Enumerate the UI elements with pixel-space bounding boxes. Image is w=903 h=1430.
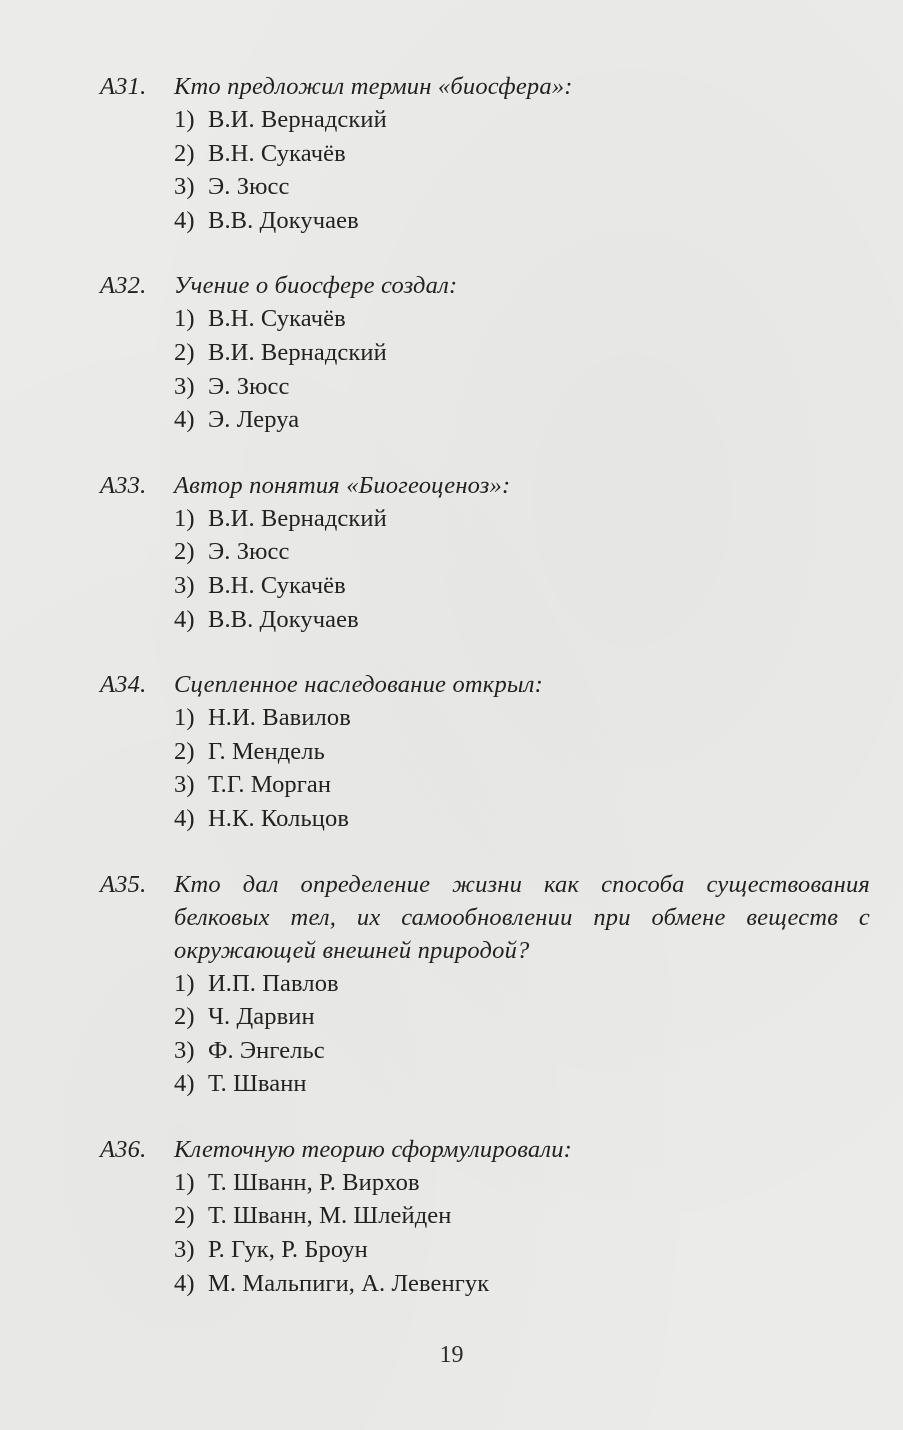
question-number: А36. bbox=[100, 1135, 147, 1163]
question-header bbox=[100, 269, 870, 302]
answer-options bbox=[100, 1166, 870, 1300]
question-spacer bbox=[100, 237, 870, 269]
question-a31 bbox=[100, 70, 870, 237]
option-number: 1) bbox=[174, 106, 195, 133]
option-number: 1) bbox=[174, 1168, 195, 1196]
option-number: 2) bbox=[174, 1202, 195, 1230]
answer-option-2 bbox=[174, 336, 870, 370]
answer-options bbox=[100, 103, 870, 237]
option-text: В.В. Докучаев bbox=[208, 206, 359, 234]
option-text: Т. Шванн, М. Шлейден bbox=[208, 1202, 452, 1230]
option-text: М. Мальпиги, А. Левенгук bbox=[208, 1269, 490, 1297]
question-a33 bbox=[100, 469, 870, 636]
option-number: 1) bbox=[174, 305, 195, 333]
answer-option-3 bbox=[174, 170, 870, 204]
answer-option-2 bbox=[174, 137, 870, 171]
question-spacer bbox=[100, 1101, 870, 1133]
option-number: 1) bbox=[174, 504, 195, 532]
question-number: А31. bbox=[100, 73, 147, 100]
question-a36 bbox=[100, 1133, 870, 1300]
question-text: Клеточную теорию сформулировали: bbox=[174, 1135, 573, 1163]
question-spacer bbox=[100, 437, 870, 469]
option-number: 2) bbox=[174, 737, 195, 765]
answer-option-2 bbox=[174, 735, 870, 769]
option-text: В.Н. Сукачёв bbox=[208, 305, 346, 333]
option-number: 4) bbox=[174, 1070, 195, 1098]
answer-options bbox=[100, 502, 870, 636]
page-number: 19 bbox=[439, 1342, 464, 1368]
answer-option-3 bbox=[174, 1034, 870, 1068]
answer-options bbox=[100, 701, 870, 835]
answer-option-3 bbox=[174, 1233, 870, 1267]
question-a34 bbox=[100, 668, 870, 835]
answer-option-3 bbox=[174, 768, 870, 802]
question-a32 bbox=[100, 269, 870, 436]
option-number: 3) bbox=[174, 571, 195, 599]
option-number: 1) bbox=[174, 704, 195, 732]
question-number: А35. bbox=[100, 870, 147, 898]
option-number: 3) bbox=[174, 372, 195, 400]
option-number: 3) bbox=[174, 1036, 195, 1064]
answer-options bbox=[100, 302, 870, 436]
answer-option-4 bbox=[174, 603, 870, 637]
answer-option-4 bbox=[174, 1067, 870, 1101]
option-number: 4) bbox=[174, 1269, 195, 1297]
answer-options bbox=[100, 967, 870, 1101]
option-number: 4) bbox=[174, 206, 195, 234]
answer-option-1 bbox=[174, 103, 870, 137]
question-header bbox=[100, 469, 870, 502]
question-text: Автор понятия «Биогеоценоз»: bbox=[174, 471, 511, 499]
question-a35 bbox=[100, 868, 870, 1101]
option-number: 4) bbox=[174, 406, 195, 434]
option-number: 3) bbox=[174, 173, 195, 201]
answer-option-2 bbox=[174, 1000, 870, 1034]
option-text: В.И. Вернадский bbox=[208, 338, 387, 366]
question-header bbox=[100, 868, 870, 967]
option-text: В.Н. Сукачёв bbox=[208, 571, 346, 599]
option-number: 3) bbox=[174, 771, 195, 799]
option-text: Н.И. Вавилов bbox=[208, 704, 351, 732]
option-number: 4) bbox=[174, 804, 195, 832]
question-spacer bbox=[100, 636, 870, 668]
question-text: Кто предложил термин «биосфера»: bbox=[174, 73, 573, 100]
answer-option-3 bbox=[174, 370, 870, 404]
question-spacer bbox=[100, 836, 870, 868]
answer-option-4 bbox=[174, 204, 870, 238]
question-header bbox=[100, 1133, 870, 1166]
answer-option-1 bbox=[174, 302, 870, 336]
questions-list bbox=[100, 70, 870, 1300]
option-text: Г. Мендель bbox=[208, 737, 325, 765]
option-number: 2) bbox=[174, 338, 195, 366]
option-text: Э. Леруа bbox=[208, 406, 300, 434]
answer-option-1 bbox=[174, 1166, 870, 1200]
question-header bbox=[100, 668, 870, 701]
option-text: В.В. Докучаев bbox=[208, 605, 359, 633]
answer-option-4 bbox=[174, 1267, 870, 1301]
option-number: 1) bbox=[174, 969, 195, 997]
option-text: В.И. Вернадский bbox=[208, 504, 387, 532]
option-text: Ч. Дарвин bbox=[208, 1003, 315, 1031]
question-number: А33. bbox=[100, 471, 147, 499]
option-text: Н.К. Кольцов bbox=[208, 804, 349, 832]
answer-option-1 bbox=[174, 967, 870, 1001]
question-number: А32. bbox=[100, 272, 147, 300]
option-number: 2) bbox=[174, 1003, 195, 1031]
option-text: В.Н. Сукачёв bbox=[208, 139, 346, 167]
option-text: Э. Зюсс bbox=[208, 173, 290, 201]
option-text: Т. Шванн bbox=[208, 1070, 307, 1098]
option-text: Т. Шванн, Р. Вирхов bbox=[208, 1168, 420, 1196]
option-text: Э. Зюсс bbox=[208, 538, 290, 566]
option-text: И.П. Павлов bbox=[208, 969, 339, 997]
option-text: Р. Гук, Р. Броун bbox=[208, 1236, 368, 1264]
answer-option-2 bbox=[174, 1199, 870, 1233]
answer-option-1 bbox=[174, 701, 870, 735]
answer-option-4 bbox=[174, 802, 870, 836]
answer-option-2 bbox=[174, 535, 870, 569]
option-text: В.И. Вернадский bbox=[208, 106, 387, 133]
option-text: Т.Г. Морган bbox=[208, 771, 332, 799]
answer-option-4 bbox=[174, 403, 870, 437]
question-text: Кто дал определение жизни как способа существования белковых тел, их самообновлении при обмене веществ с окружающей внешней природой? bbox=[174, 870, 870, 964]
option-number: 2) bbox=[174, 139, 195, 167]
option-number: 3) bbox=[174, 1236, 195, 1264]
question-header bbox=[100, 70, 870, 103]
option-number: 2) bbox=[174, 538, 195, 566]
question-text: Сцепленное наследование открыл: bbox=[174, 671, 543, 699]
question-number: А34. bbox=[100, 671, 147, 699]
question-text: Учение о биосфере создал: bbox=[174, 272, 458, 300]
answer-option-3 bbox=[174, 569, 870, 603]
option-text: Э. Зюсс bbox=[208, 372, 290, 400]
answer-option-1 bbox=[174, 502, 870, 536]
option-text: Ф. Энгельс bbox=[208, 1036, 325, 1064]
option-number: 4) bbox=[174, 605, 195, 633]
